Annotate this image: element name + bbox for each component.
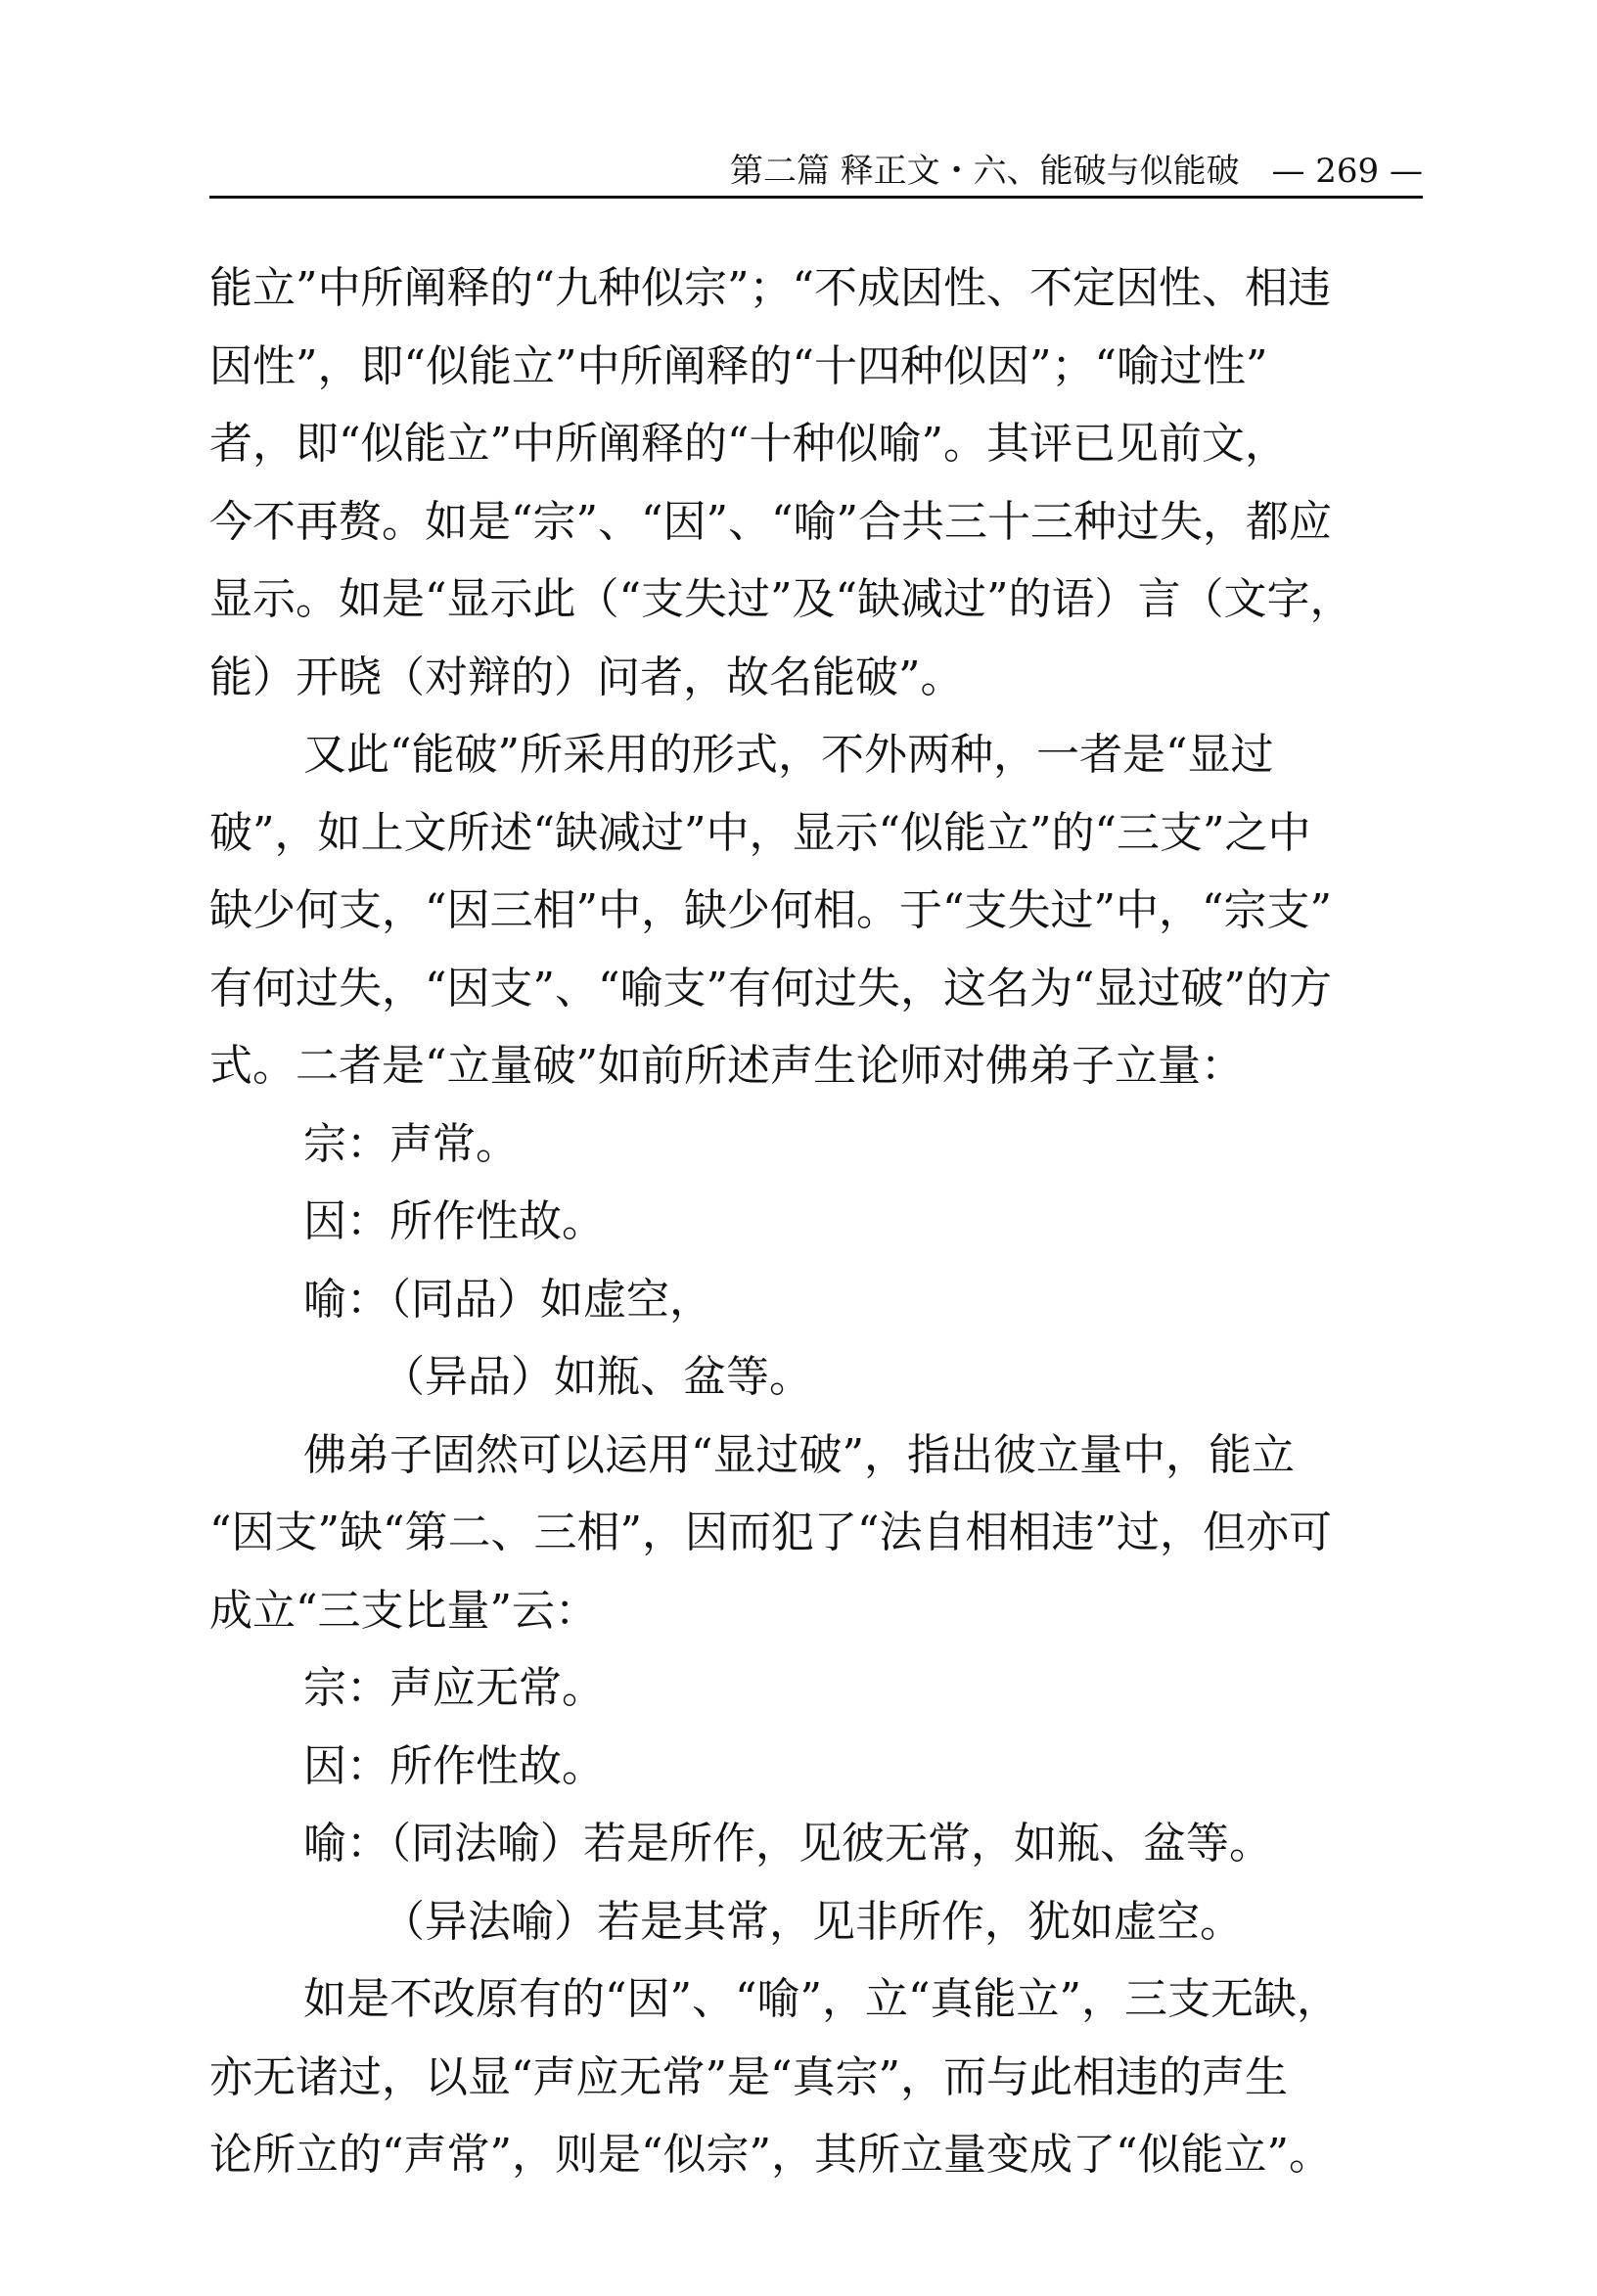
text-line: 缺少何支，“因三相”中，缺少何相。于“支失过”中，“宗支” bbox=[209, 885, 1332, 935]
text-line: 者，即“似能立”中所阐释的“十种似喻”。其评已见前文， bbox=[209, 419, 1288, 469]
paragraph-start-line: 佛弟子固然可以运用“显过破”，指出彼立量中，能立 bbox=[303, 1429, 1295, 1480]
syllogism-thesis: 宗：声常。 bbox=[303, 1118, 519, 1169]
syllogism-thesis: 宗：声应无常。 bbox=[303, 1663, 605, 1713]
syllogism-reason: 因：所作性故。 bbox=[303, 1196, 605, 1246]
body-text bbox=[209, 249, 1423, 2194]
paragraph-start-line: 又此“能破”所采用的形式，不外两种，一者是“显过 bbox=[303, 730, 1274, 780]
syllogism-example: 喻：（同品）如虚空， bbox=[303, 1274, 712, 1325]
header-title: 第二篇 释正文・六、能破与似能破 bbox=[729, 152, 1240, 191]
syllogism-example: 喻：（同法喻）若是所作，见彼无常，如瓶、盆等。 bbox=[303, 1819, 1272, 1868]
running-header bbox=[209, 147, 1423, 196]
page-number: — 269 — bbox=[1271, 152, 1423, 191]
text-line: 今不再赘。如是“宗”、“因”、“喻”合共三十三种过失，都应 bbox=[209, 496, 1332, 547]
text-line: 能立”中所阐释的“九种似宗”；“不成因性、不定因性、相违 bbox=[209, 263, 1331, 313]
header-rule bbox=[209, 196, 1423, 199]
text-line: 成立“三支比量”云： bbox=[209, 1585, 598, 1636]
text-line: 论所立的“声常”，则是“似宗”，其所立量变成了“似能立”。 bbox=[209, 2130, 1332, 2180]
syllogism-example-continued: （异法喻）若是其常，见非所作，犹如虚空。 bbox=[382, 1896, 1243, 1947]
syllogism-reason: 因：所作性故。 bbox=[303, 1740, 605, 1791]
text-line: 因性”，即“似能立”中所阐释的“十四种似因”；“喻过性” bbox=[209, 340, 1268, 391]
text-line: 显示。如是“显示此（“支失过”及“缺减过”的语）言（文字， bbox=[209, 574, 1353, 624]
syllogism-example-continued: （异品）如瓶、盆等。 bbox=[382, 1352, 812, 1402]
text-line: 亦无诸过，以显“声应无常”是“真宗”，而与此相违的声生 bbox=[209, 2051, 1288, 2102]
text-line: 破”，如上文所述“缺减过”中，显示“似能立”的“三支”之中 bbox=[209, 807, 1311, 858]
text-line: “因支”缺“第二、三相”，因而犯了“法自相相违”过，但亦可 bbox=[209, 1508, 1332, 1557]
text-line: 能）开晓（对辩的）问者，故名能破”。 bbox=[209, 652, 964, 702]
text-line: 式。二者是“立量破”如前所述声生论师对佛弟子立量： bbox=[209, 1041, 1244, 1091]
text-line: 有何过失，“因支”、“喻支”有何过失，这名为“显过破”的方 bbox=[209, 963, 1332, 1013]
paragraph-start-line: 如是不改原有的“因”、“喻”，立“真能立”，三支无缺， bbox=[303, 1974, 1340, 2024]
